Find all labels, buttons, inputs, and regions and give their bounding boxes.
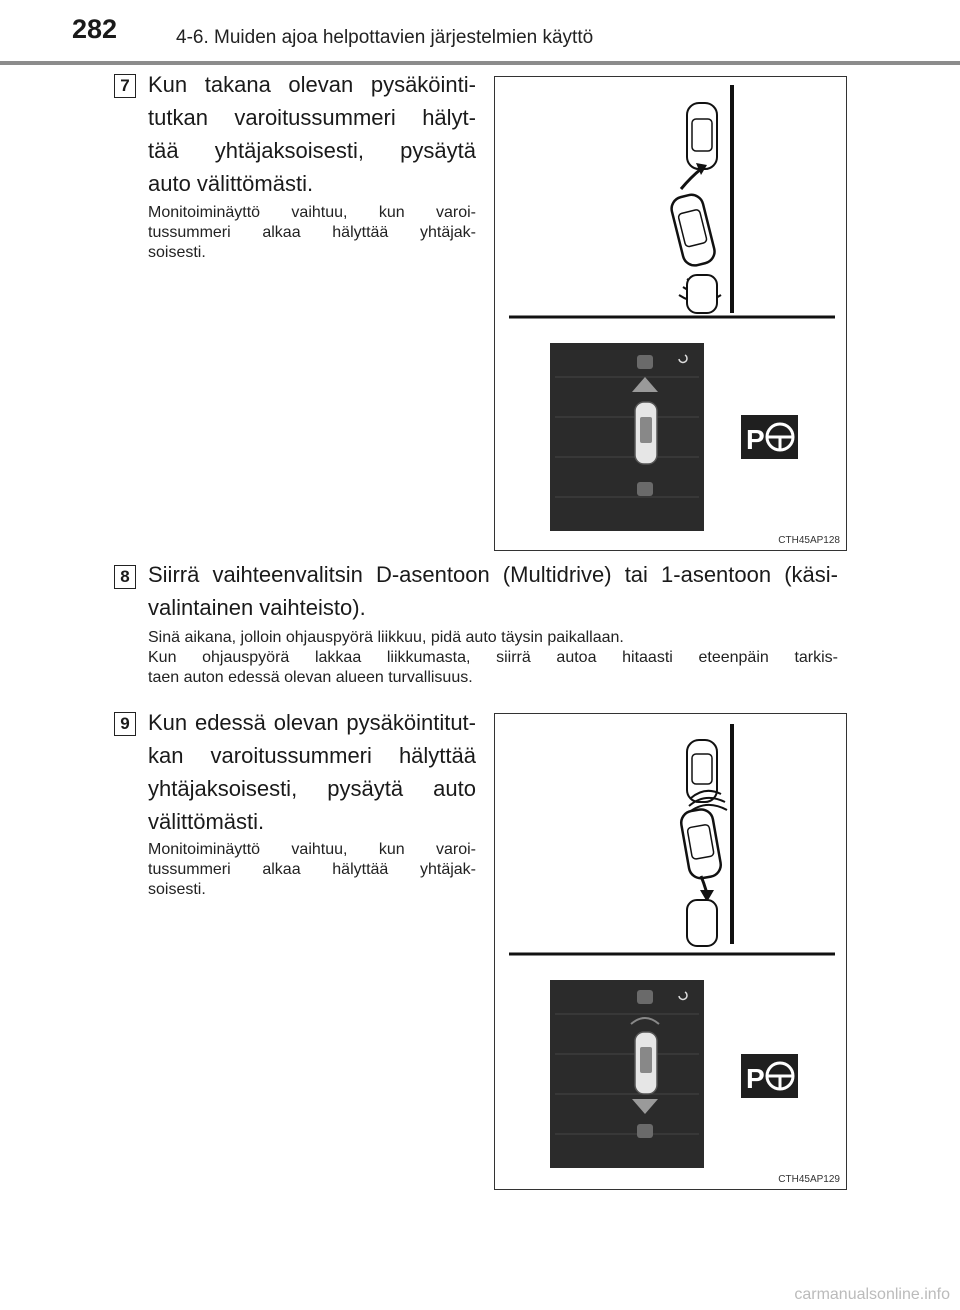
text-line: Siirrä vaihteenvalitsin D-asentoon (Multidrive) tai 1-asentoon (käsi- — [148, 562, 838, 587]
step-sub-text — [148, 840, 476, 900]
figure-code: CTH45AP128 — [778, 535, 840, 546]
parking-steering-icon — [741, 415, 798, 459]
step-number: 8 — [114, 565, 136, 589]
text-line: tussummeri alkaa hälyttää yhtäjak- — [148, 861, 476, 878]
illustration-graphic — [495, 714, 846, 1189]
text-line: soisesti. — [148, 881, 206, 898]
text-line: Kun takana olevan pysäköinti- — [148, 72, 476, 97]
car-top-view-icon — [679, 808, 722, 881]
text-line: Sinä aikana, jolloin ohjauspyörä liikkuu, pidä auto täysin paikallaan. — [148, 629, 624, 646]
svg-text:P: P — [746, 424, 765, 455]
text-line: tää yhtäjaksoisesti, pysäytä — [148, 138, 476, 163]
svg-text:P: P — [746, 1063, 765, 1094]
text-line: soisesti. — [148, 244, 206, 261]
text-line: tussummeri alkaa hälyttää yhtäjak- — [148, 224, 476, 241]
text-line: välittömästi. — [148, 809, 265, 834]
page-number: 282 — [72, 14, 118, 44]
illustration-front-sensor — [494, 713, 847, 1190]
text-line: Kun edessä olevan pysäköintitut- — [148, 710, 476, 735]
step-number: 7 — [114, 74, 136, 98]
step-number: 9 — [114, 712, 136, 736]
step-sub-text — [148, 628, 838, 688]
watermark: carmanualsonline.info — [794, 1286, 950, 1303]
text-line: yhtäjaksoisesti, pysäytä auto — [148, 776, 476, 801]
car-top-view-icon — [687, 900, 717, 946]
parking-steering-icon — [741, 1054, 798, 1098]
text-line: Monitoiminäyttö vaihtuu, kun varoi- — [148, 204, 476, 221]
step-sub-text — [148, 203, 476, 263]
car-top-view-icon — [669, 192, 717, 268]
text-line: kan varoitussummeri hälyttää — [148, 743, 476, 768]
car-top-view-icon — [687, 103, 717, 169]
text-line: tutkan varoitussummeri hälyt- — [148, 105, 476, 130]
step-main-text — [148, 558, 838, 624]
text-line: Kun ohjauspyörä lakkaa liikkumasta, siirrä autoa hitaasti eteenpäin tarkis- — [148, 649, 838, 666]
text-line: valintainen vaihteisto). — [148, 595, 366, 620]
text-line: taen auton edessä olevan alueen turvallisuus. — [148, 669, 473, 686]
text-line: auto välittömästi. — [148, 171, 314, 196]
illustration-graphic — [495, 77, 846, 550]
figure-code: CTH45AP129 — [778, 1174, 840, 1185]
step-main-text — [148, 706, 476, 838]
illustration-rear-sensor — [494, 76, 847, 551]
header-rule — [0, 61, 960, 65]
section-title: 4-6. Muiden ajoa helpottavien järjestelmien käyttö — [176, 27, 594, 48]
car-top-view-icon — [687, 275, 717, 313]
text-line: Monitoiminäyttö vaihtuu, kun varoi- — [148, 841, 476, 858]
step-main-text — [148, 68, 476, 200]
